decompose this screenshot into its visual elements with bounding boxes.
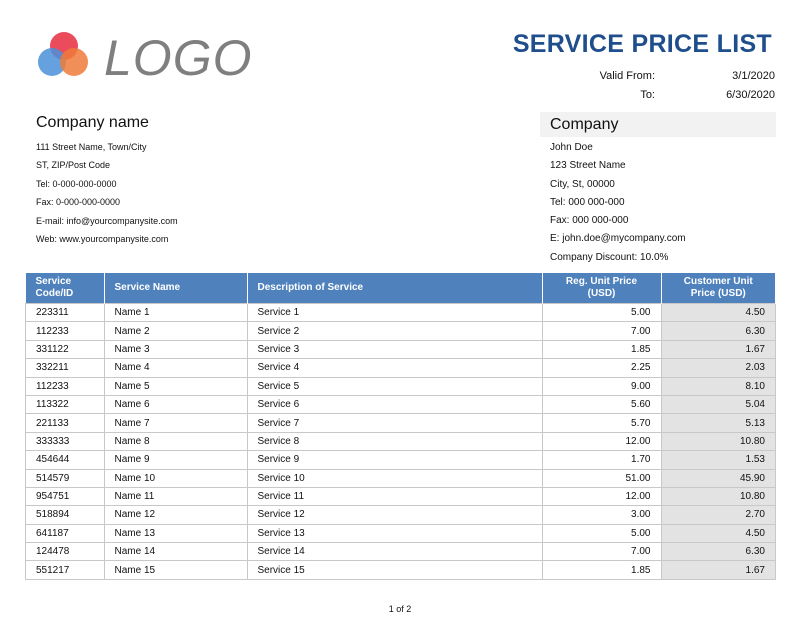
table-row xyxy=(26,524,776,542)
reg-unit-price-cell: 1.70 xyxy=(542,451,661,469)
service-code-cell: 112233 xyxy=(26,322,105,340)
customer-unit-price-cell: 45.90 xyxy=(661,469,776,487)
service-description-cell: Service 5 xyxy=(247,377,542,395)
service-name-cell: Name 7 xyxy=(104,414,247,432)
reg-unit-price-cell: 1.85 xyxy=(542,561,661,579)
service-code-cell: 223311 xyxy=(26,304,105,322)
customer-unit-price-cell: 6.30 xyxy=(661,543,776,561)
header-service-name: Service Name xyxy=(104,273,247,304)
service-description-cell: Service 9 xyxy=(247,451,542,469)
reg-unit-price-cell: 9.00 xyxy=(542,377,661,395)
customer-unit-price-cell: 1.67 xyxy=(661,561,776,579)
table-row xyxy=(26,340,776,358)
service-description-cell: Service 14 xyxy=(247,543,542,561)
customer-unit-price-cell: 1.53 xyxy=(661,451,776,469)
service-name-cell: Name 9 xyxy=(104,451,247,469)
table-row xyxy=(26,469,776,487)
seller-email: E-mail: info@yourcompanysite.com xyxy=(36,215,178,226)
header-description: Description of Service xyxy=(247,273,542,304)
service-code-cell: 113322 xyxy=(26,395,105,413)
valid-to-value: 6/30/2020 xyxy=(726,89,775,101)
service-code-cell: 124478 xyxy=(26,543,105,561)
service-description-cell: Service 1 xyxy=(247,304,542,322)
reg-unit-price-cell: 7.00 xyxy=(542,543,661,561)
page-number: 1 of 2 xyxy=(388,604,412,614)
service-description-cell: Service 2 xyxy=(247,322,542,340)
customer-unit-price-cell: 8.10 xyxy=(661,377,776,395)
valid-from-label: Valid From: xyxy=(599,70,655,82)
customer-contact: John Doe xyxy=(550,142,593,153)
table-row xyxy=(26,506,776,524)
customer-address: 123 Street Name xyxy=(550,160,626,172)
customer-info xyxy=(540,112,776,267)
service-description-cell: Service 4 xyxy=(247,359,542,377)
customer-unit-price-cell: 4.50 xyxy=(661,304,776,322)
reg-unit-price-cell: 12.00 xyxy=(542,432,661,450)
price-table-body xyxy=(26,304,776,580)
reg-unit-price-cell: 2.25 xyxy=(542,359,661,377)
service-description-cell: Service 15 xyxy=(247,561,542,579)
customer-unit-price-cell: 5.04 xyxy=(661,395,776,413)
service-description-cell: Service 12 xyxy=(247,506,542,524)
service-code-cell: 331122 xyxy=(26,340,105,358)
customer-unit-price-cell: 6.30 xyxy=(661,322,776,340)
service-name-cell: Name 13 xyxy=(104,524,247,542)
header-customer-price: Customer Unit Price (USD) xyxy=(661,273,776,304)
price-table xyxy=(25,273,776,580)
reg-unit-price-cell: 7.00 xyxy=(542,322,661,340)
document-title: SERVICE PRICE LIST xyxy=(512,30,772,58)
valid-to-label: To: xyxy=(640,89,655,101)
reg-unit-price-cell: 51.00 xyxy=(542,469,661,487)
table-row xyxy=(26,432,776,450)
seller-tel: Tel: 0-000-000-0000 xyxy=(36,178,117,189)
service-description-cell: Service 11 xyxy=(247,487,542,505)
service-code-cell: 454644 xyxy=(26,451,105,469)
logo-text: LOGO xyxy=(104,30,253,86)
service-code-cell: 112233 xyxy=(26,377,105,395)
customer-city: City, St, 00000 xyxy=(550,178,615,190)
seller-address: 111 Street Name, Town/City xyxy=(36,142,147,152)
service-name-cell: Name 10 xyxy=(104,469,247,487)
customer-unit-price-cell: 10.80 xyxy=(661,432,776,450)
service-name-cell: Name 11 xyxy=(104,487,247,505)
service-code-cell: 514579 xyxy=(26,469,105,487)
customer-unit-price-cell: 2.03 xyxy=(661,359,776,377)
service-name-cell: Name 3 xyxy=(104,340,247,358)
service-name-cell: Name 12 xyxy=(104,506,247,524)
reg-unit-price-cell: 5.00 xyxy=(542,524,661,542)
table-row xyxy=(26,561,776,579)
customer-tel: Tel: 000 000-000 xyxy=(550,196,625,208)
table-row xyxy=(26,414,776,432)
seller-fax: Fax: 0-000-000-0000 xyxy=(36,197,121,208)
reg-unit-price-cell: 3.00 xyxy=(542,506,661,524)
header-reg-price: Reg. Unit Price (USD) xyxy=(542,273,661,304)
reg-unit-price-cell: 12.00 xyxy=(542,487,661,505)
service-name-cell: Name 2 xyxy=(104,322,247,340)
seller-info xyxy=(36,114,296,248)
customer-unit-price-cell: 2.70 xyxy=(661,506,776,524)
table-row xyxy=(26,304,776,322)
table-row xyxy=(26,359,776,377)
customer-fax: Fax: 000 000-000 xyxy=(550,215,629,227)
table-row xyxy=(26,395,776,413)
service-description-cell: Service 3 xyxy=(247,340,542,358)
reg-unit-price-cell: 5.00 xyxy=(542,304,661,322)
service-code-cell: 333333 xyxy=(26,432,105,450)
table-row xyxy=(26,451,776,469)
service-code-cell: 332211 xyxy=(26,359,105,377)
service-description-cell: Service 7 xyxy=(247,414,542,432)
service-code-cell: 518894 xyxy=(26,506,105,524)
reg-unit-price-cell: 1.85 xyxy=(542,340,661,358)
service-name-cell: Name 5 xyxy=(104,377,247,395)
customer-unit-price-cell: 5.13 xyxy=(661,414,776,432)
seller-zip: ST, ZIP/Post Code xyxy=(36,160,111,171)
customer-email: E: john.doe@mycompany.com xyxy=(550,233,686,245)
service-code-cell: 551217 xyxy=(26,561,105,579)
service-description-cell: Service 6 xyxy=(247,395,542,413)
valid-from-value: 3/1/2020 xyxy=(732,70,775,82)
customer-unit-price-cell: 1.67 xyxy=(661,340,776,358)
service-code-cell: 641187 xyxy=(26,524,105,542)
service-name-cell: Name 1 xyxy=(104,304,247,322)
customer-unit-price-cell: 4.50 xyxy=(661,524,776,542)
table-row xyxy=(26,487,776,505)
header-service-code: Service Code/ID xyxy=(26,273,105,304)
service-description-cell: Service 13 xyxy=(247,524,542,542)
price-table-header xyxy=(26,273,776,304)
reg-unit-price-cell: 5.70 xyxy=(542,414,661,432)
seller-company-name: Company name xyxy=(36,114,149,131)
service-name-cell: Name 6 xyxy=(104,395,247,413)
service-name-cell: Name 14 xyxy=(104,543,247,561)
seller-web: Web: www.yourcompanysite.com xyxy=(36,234,169,245)
table-row xyxy=(26,377,776,395)
customer-discount: Company Discount: 10.0% xyxy=(550,251,669,263)
customer-unit-price-cell: 10.80 xyxy=(661,487,776,505)
service-name-cell: Name 15 xyxy=(104,561,247,579)
customer-company-name: Company xyxy=(540,112,776,137)
service-name-cell: Name 4 xyxy=(104,359,247,377)
table-row xyxy=(26,322,776,340)
logo-circles-icon xyxy=(34,30,98,82)
service-code-cell: 954751 xyxy=(26,487,105,505)
table-row xyxy=(26,543,776,561)
service-code-cell: 221133 xyxy=(26,414,105,432)
service-description-cell: Service 8 xyxy=(247,432,542,450)
company-logo xyxy=(34,30,264,90)
reg-unit-price-cell: 5.60 xyxy=(542,395,661,413)
service-name-cell: Name 8 xyxy=(104,432,247,450)
validity-period xyxy=(535,67,775,105)
service-description-cell: Service 10 xyxy=(247,469,542,487)
